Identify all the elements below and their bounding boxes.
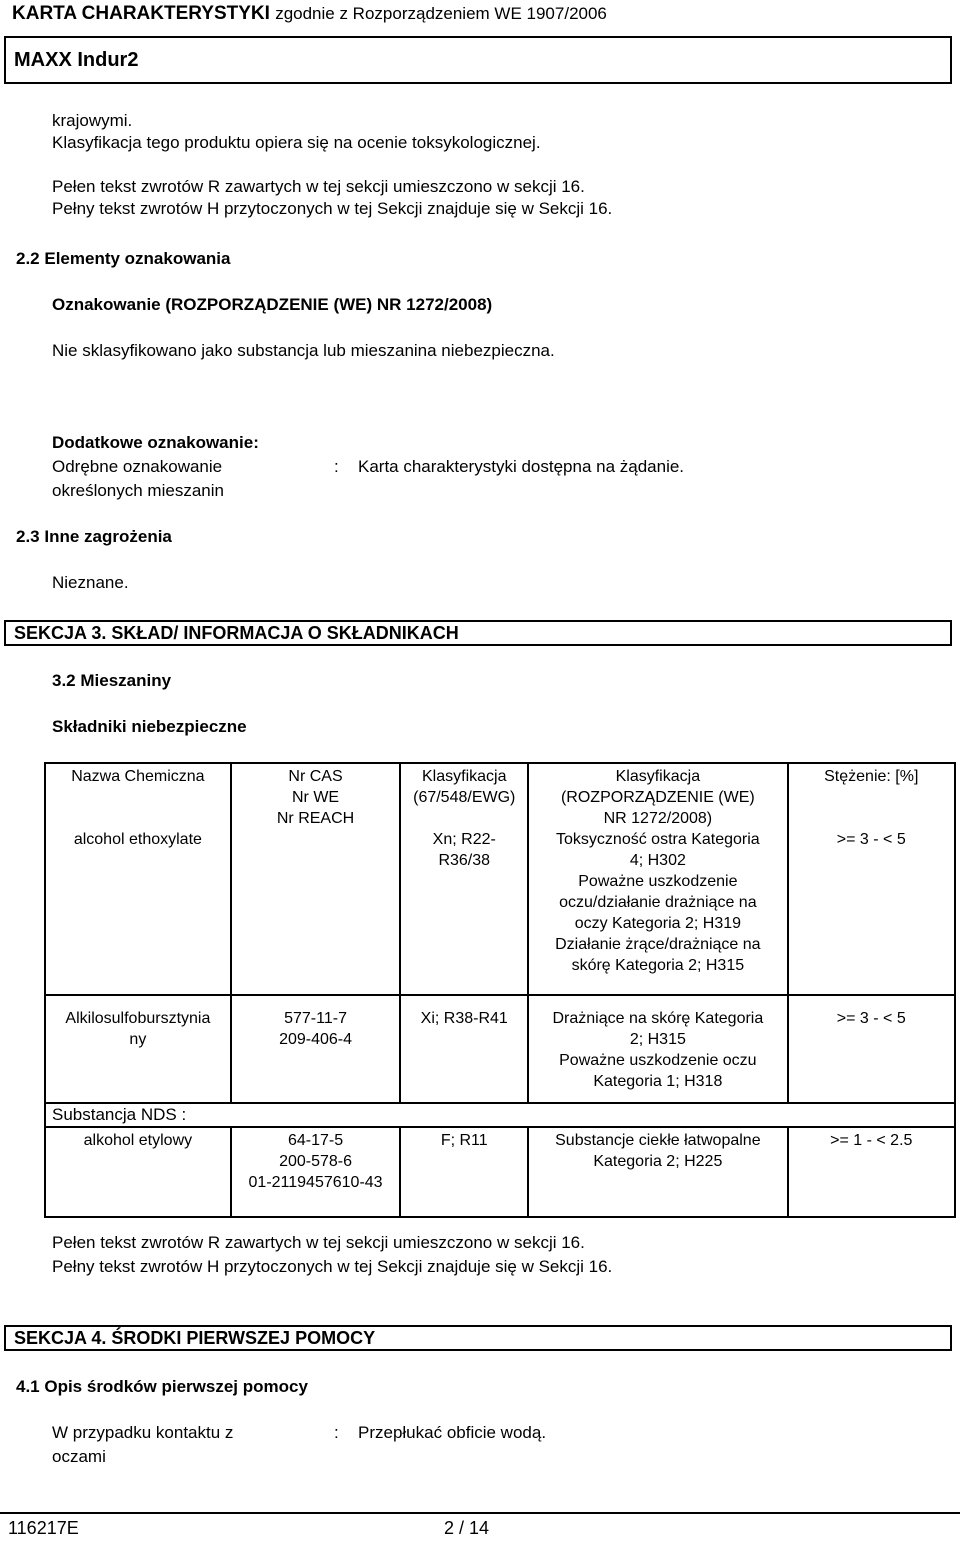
header-title-main: KARTA CHARAKTERYSTYKI [12,3,270,24]
special-labelling-value: Karta charakterystyki dostępna na żądanie. [358,457,685,476]
table-header-row [45,763,955,829]
col-header-concentration: Stężenie: [%] [788,763,955,829]
row-2-concentration: >= 3 - < 5 [788,995,955,1103]
labelling-regulation-heading: Oznakowanie (ROZPORZĄDZENIE (WE) NR 1272/2008) [52,295,493,314]
col-header-class-ewg: Klasyfikacja (67/548/EWG) [400,763,528,829]
intro-line-1: krajowymi. [52,111,133,130]
row-3-concentration: >= 1 - < 2.5 [788,1127,955,1217]
table-row [45,1127,955,1217]
row-3-name: alkohol etylowy [45,1127,231,1217]
other-hazards-text: Nieznane. [52,573,129,592]
row-3-class-ewg: F; R11 [400,1127,528,1217]
nds-label-row [45,1103,955,1127]
row-3-class-clp: Substancje ciekłe łatwopalne Kategoria 2; H225 [528,1127,787,1217]
section-3-note-r: Pełen tekst zwrotów R zawartych w tej sekcji umieszczono w sekcji 16. [52,1233,585,1252]
eye-contact-label-line-2: oczami [52,1447,106,1466]
section-2-2-heading: 2.2 Elementy oznakowania [16,249,231,268]
eye-contact-label-line-1: W przypadku kontaktu z [52,1423,234,1442]
ingredients-table [44,762,956,1218]
section-3-note-h: Pełny tekst zwrotów H przytoczonych w tej Sekcji znajduje się w Sekcji 16. [52,1257,613,1276]
document-header-title [12,0,952,30]
section-2-3-heading: 2.3 Inne zagrożenia [16,527,172,546]
eye-contact-value: Przepłukać obficie wodą. [358,1423,547,1442]
row-2-class-clp: Drażniące na skórę Kategoria 2; H315 Poważne uszkodzenie oczu Kategoria 1; H318 [528,995,787,1103]
col-header-class-clp: Klasyfikacja (ROZPORZĄDZENIE (WE) NR 1272/2008) [528,763,787,829]
special-labelling-label-line-1: Odrębne oznakowanie [52,457,223,476]
section-4-title-box [4,1325,952,1351]
section-4-1-heading: 4.1 Opis środków pierwszej pomocy [16,1377,308,1396]
row-1-ids [231,829,401,995]
header-title-regulation: zgodnie z Rozporządzeniem WE 1907/2006 [275,4,607,23]
table-row [45,829,955,995]
col-header-name: Nazwa Chemiczna [45,763,231,829]
row-1-concentration: >= 3 - < 5 [788,829,955,995]
section-4-title: SEKCJA 4. ŚRODKI PIERWSZEJ POMOCY [14,1328,376,1348]
table-row [45,995,955,1103]
additional-labelling-heading: Dodatkowe oznakowanie: [52,433,259,452]
row-1-name: alcohol ethoxylate [45,829,231,995]
intro-line-3: Pełen tekst zwrotów R zawartych w tej sekcji umieszczono w sekcji 16. [52,177,585,196]
section-3-2-heading: 3.2 Mieszaniny [52,671,172,690]
nds-label: Substancja NDS : [45,1103,955,1127]
intro-line-4: Pełny tekst zwrotów H przytoczonych w tej Sekcji znajduje się w Sekcji 16. [52,199,613,218]
hazardous-ingredients-heading: Składniki niebezpieczne [52,717,247,736]
col-header-ids: Nr CAS Nr WE Nr REACH [231,763,401,829]
product-name-box [4,36,952,84]
row-2-class-ewg: Xi; R38-R41 [400,995,528,1103]
document-code: 116217E [8,1518,79,1538]
row-1-class-ewg: Xn; R22- R36/38 [400,829,528,995]
section-3-title: SEKCJA 3. SKŁAD/ INFORMACJA O SKŁADNIKACH [14,623,459,643]
eye-contact-colon: : [334,1423,339,1442]
row-3-ids: 64-17-5 200-578-6 01-2119457610-43 [231,1127,401,1217]
product-name: MAXX Indur2 [14,49,139,71]
row-2-name: Alkilosulfobursztynia ny [45,995,231,1103]
section-3-title-box [4,620,952,646]
special-labelling-label-line-2: określonych mieszanin [52,481,224,500]
page-footer [0,1512,960,1542]
special-labelling-colon: : [334,457,339,476]
row-1-class-clp: Toksyczność ostra Kategoria 4; H302 Poważne uszkodzenie oczu/działanie drażniące na oczy Kategoria 2; H319 Działanie żrące/drażniące na skórę Kategoria 2; H315 [528,829,787,995]
row-2-ids: 577-11-7 209-406-4 [231,995,401,1103]
labelling-text: Nie sklasyfikowano jako substancja lub mieszanina niebezpieczna. [52,341,555,360]
intro-line-2: Klasyfikacja tego produktu opiera się na ocenie toksykologicznej. [52,133,541,152]
page-number: 2 / 14 [444,1518,490,1538]
